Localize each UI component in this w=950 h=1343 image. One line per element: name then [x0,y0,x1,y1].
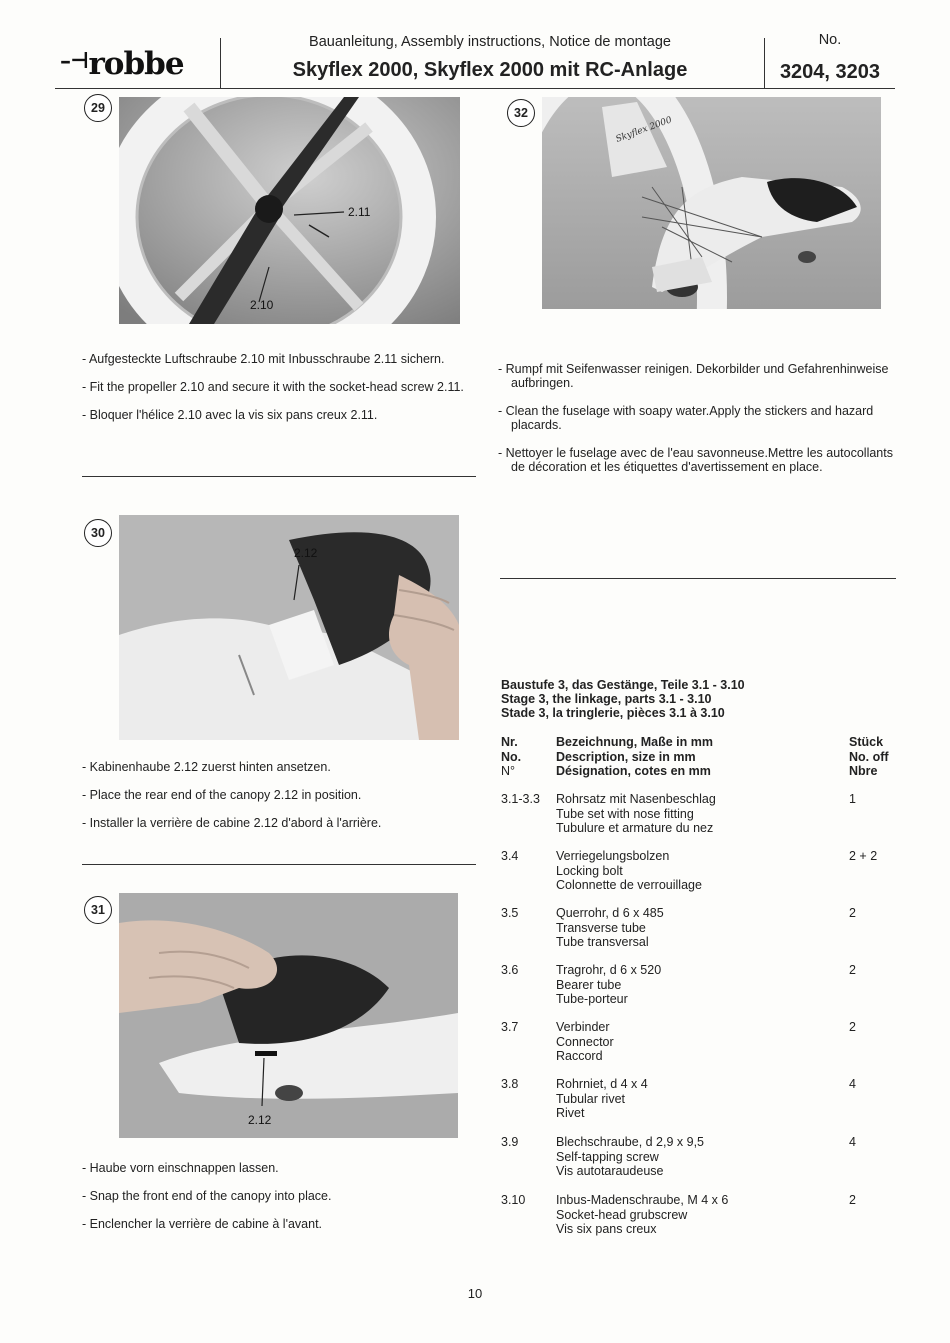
section-rule-30 [82,864,476,865]
figure-31-photo [119,893,458,1138]
section-rule-32 [500,578,896,579]
instruction-fr: - Enclencher la verrière de cabine à l'avant. [82,1217,323,1231]
part-number: 3.1-3.3 [501,792,540,806]
instruction-fr: - Nettoyer le fuselage avec de l'eau savonneuse.Mettre les autocollants de décoration et les étiquettes d'avertissement en place. [498,446,893,474]
instruction-en: - Clean the fuselage with soapy water.Apply the stickers and hazard placards. [498,404,874,432]
instruction-de: - Aufgesteckte Luftschraube 2.10 mit Inbusschraube 2.11 sichern. [82,352,445,366]
header-nr: Nr. No. N° [501,735,522,778]
instruction-de: - Kabinenhaube 2.12 zuerst hinten ansetzen. [82,760,331,774]
part-description: Verbinder Connector Raccord [556,1020,614,1063]
header-divider-left [220,38,221,88]
figure-31-instructions [82,1161,478,1245]
instruction-fr: - Installer la verrière de cabine 2.12 d'abord à l'arrière. [82,816,382,830]
figure-32-number: 32 [507,99,535,127]
part-quantity: 2 [849,906,856,920]
stage-heading-en: Stage 3, the linkage, parts 3.1 - 3.10 [501,692,712,706]
figure-29-label-b: 2.10 [250,298,274,312]
figure-30-label: 2.12 [294,546,318,560]
part-quantity: 4 [849,1077,856,1091]
part-description: Inbus-Madenschraube, M 4 x 6 Socket-head grubscrew Vis six pans creux [556,1193,729,1236]
figure-29-label-a: 2.11 [348,205,371,219]
section-rule-29 [82,476,476,477]
part-number: 3.4 [501,849,519,863]
header-description: Bezeichnung, Maße in mm Description, size in mm Désignation, cotes en mm [556,735,713,778]
part-quantity: 2 [849,1193,856,1207]
header-no-label: No. [818,32,842,48]
part-number: 3.5 [501,906,519,920]
part-description: Querrohr, d 6 x 485 Transverse tube Tube transversal [556,906,664,949]
figure-30-photo [119,515,459,740]
part-number: 3.10 [501,1193,526,1207]
header-divider-right [764,38,765,88]
header-product-number: 3204, 3203 [779,61,881,83]
part-number: 3.6 [501,963,519,977]
figure-32-instructions [498,362,896,488]
part-quantity: 2 [849,963,856,977]
logo-text: robbe [88,46,184,82]
instruction-de: - Haube vorn einschnappen lassen. [82,1161,279,1175]
part-quantity: 1 [849,792,856,806]
instruction-fr: - Bloquer l'hélice 2.10 avec la vis six pans creux 2.11. [82,408,378,422]
figure-29-photo [119,97,460,324]
instruction-en: - Place the rear end of the canopy 2.12 in position. [82,788,362,802]
part-quantity: 4 [849,1135,856,1149]
header-quantity: Stück No. off Nbre [849,735,889,778]
page-number: 10 [467,1286,483,1301]
header-rule [55,88,895,89]
figure-32-skyflex-logo: Skyflex 2000 [614,115,674,145]
part-quantity: 2 + 2 [849,849,878,863]
stage-heading [501,678,901,720]
part-number: 3.8 [501,1077,519,1091]
figure-30-instructions [82,760,478,844]
header-title: Skyflex 2000, Skyflex 2000 mit RC-Anlage [292,59,688,81]
part-description: Blechschraube, d 2,9 x 9,5 Self-tapping screw Vis autotaraudeuse [556,1135,705,1178]
parts-table [501,735,901,1255]
robbe-logo [60,46,184,82]
instruction-en: - Fit the propeller 2.10 and secure it with the socket-head screw 2.11. [82,380,464,394]
header-subtitle: Bauanleitung, Assembly instructions, Notice de montage [309,34,671,50]
part-number: 3.9 [501,1135,519,1149]
part-description: Verriegelungsbolzen Locking bolt Colonnette de verrouillage [556,849,702,892]
figure-32-photo [542,97,881,309]
part-description: Tragrohr, d 6 x 520 Bearer tube Tube-porteur [556,963,662,1006]
part-description: Rohrsatz mit Nasenbeschlag Tube set with nose fitting Tubulure et armature du nez [556,792,716,835]
stage-heading-fr: Stade 3, la tringlerie, pièces 3.1 à 3.10 [501,706,725,720]
stage-heading-de: Baustufe 3, das Gestänge, Teile 3.1 - 3.10 [501,678,745,692]
figure-29-number: 29 [84,94,112,122]
figure-31-label: 2.12 [248,1113,272,1127]
part-quantity: 2 [849,1020,856,1034]
part-number: 3.7 [501,1020,519,1034]
figure-29-instructions [82,352,478,436]
instruction-en: - Snap the front end of the canopy into place. [82,1189,332,1203]
logo-mark-icon: –⊣ [60,48,89,74]
instruction-de: - Rumpf mit Seifenwasser reinigen. Dekorbilder und Gefahrenhinweise aufbringen. [498,362,889,390]
part-description: Rohrniet, d 4 x 4 Tubular rivet Rivet [556,1077,648,1120]
figure-30-number: 30 [84,519,112,547]
figure-31-number: 31 [84,896,112,924]
